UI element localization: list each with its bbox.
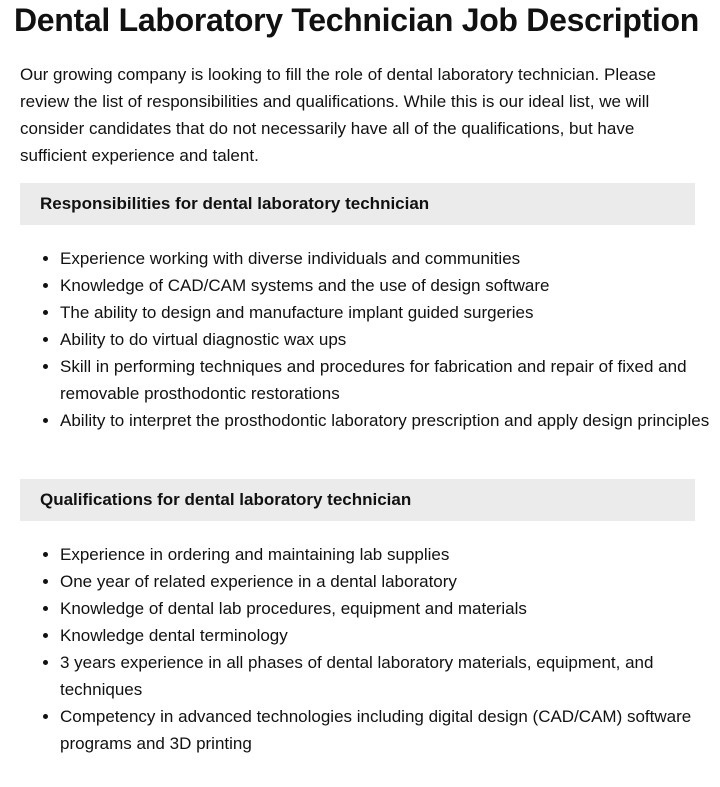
list-item: • One year of related experience in a dental laboratory — [60, 568, 720, 595]
list-item: • Ability to interpret the prosthodontic laboratory prescription and apply design principles — [60, 407, 720, 434]
list-item: • Knowledge dental terminology — [60, 622, 720, 649]
qualifications-list — [20, 541, 720, 757]
list-item: • 3 years experience in all phases of dental laboratory materials, equipment, and techniques — [60, 649, 720, 703]
page-title: Dental Laboratory Technician Job Description — [14, 2, 700, 38]
intro-text: Our growing company is looking to fill the role of dental laboratory technician. Please review the list of responsibilities and qualifications. While this is our ideal list, we will consider candidates that do not necessarily have all of the qualifications, but have sufficient experience and talent. — [20, 65, 656, 165]
list-item: • Ability to do virtual diagnostic wax ups — [60, 326, 720, 353]
list-item: • Experience in ordering and maintaining lab supplies — [60, 541, 720, 568]
list-item: • Experience working with diverse individuals and communities — [60, 245, 720, 272]
list-item: • Competency in advanced technologies including digital design (CAD/CAM) software programs and 3D printing — [60, 703, 720, 757]
responsibilities-heading: Responsibilities for dental laboratory technician — [20, 183, 695, 225]
list-item: • Skill in performing techniques and procedures for fabrication and repair of fixed and removable prosthodontic restorations — [60, 353, 720, 407]
list-item: • Knowledge of dental lab procedures, equipment and materials — [60, 595, 720, 622]
list-item: • The ability to design and manufacture implant guided surgeries — [60, 299, 720, 326]
responsibilities-list — [20, 245, 720, 434]
list-item: • Knowledge of CAD/CAM systems and the use of design software — [60, 272, 720, 299]
qualifications-heading: Qualifications for dental laboratory technician — [20, 479, 695, 521]
